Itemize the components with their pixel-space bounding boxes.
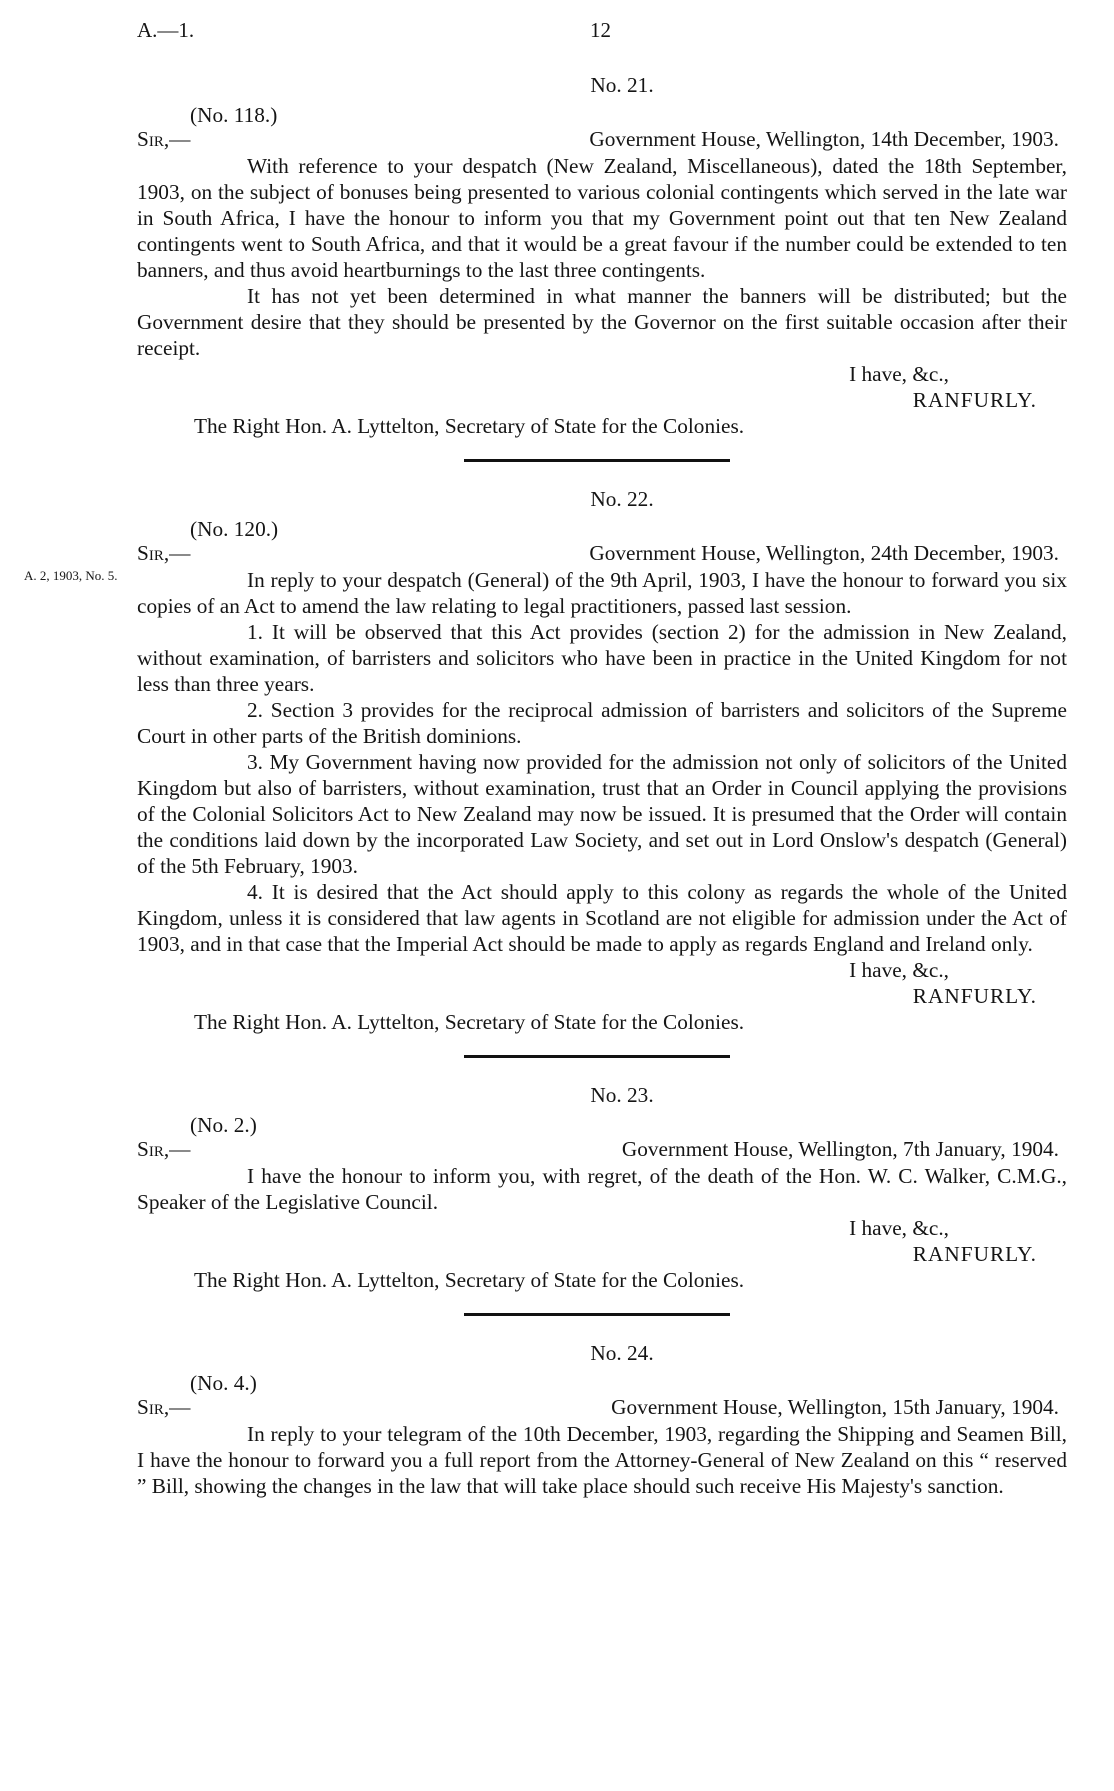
margin-note: A. 2, 1903, No. 5. (24, 568, 118, 583)
despatch-reference: (No. 120.) (190, 517, 279, 541)
closing: I have, &c., (849, 1216, 949, 1240)
section-divider (464, 1055, 730, 1058)
address-date: Government House, Wellington, 15th January, 1904. (611, 1395, 1059, 1419)
signature: RANFURLY. (912, 1242, 1037, 1266)
salutation-row (137, 1136, 1067, 1163)
addressee: The Right Hon. A. Lyttelton, Secretary of State for the Colonies. (194, 1268, 745, 1292)
section-divider (464, 459, 730, 462)
salutation-row (137, 1394, 1067, 1421)
page-header (0, 18, 1114, 48)
paragraph: In reply to your despatch (General) of the 9th April, 1903, I have the honour to forward you six copies of an Act to amend the law relating to legal practitioners, passed last session. (137, 568, 1067, 618)
signature: RANFURLY. (912, 388, 1037, 412)
despatch-no-23 (137, 1082, 1067, 1293)
addressee: The Right Hon. A. Lyttelton, Secretary of State for the Colonies. (194, 414, 745, 438)
despatch-number: No. 23. (590, 1083, 654, 1107)
series-label: A.—1. (137, 18, 195, 42)
paragraph: 2. Section 3 provides for the reciprocal admission of barristers and solicitors of the Supreme Court in other parts of the British dominions. (137, 698, 1067, 748)
paragraph: 1. It will be observed that this Act provides (section 2) for the admission in New Zealand, without examination, of barristers and solicitors who have been in practice in the United Kingdom for not less than three years. (137, 620, 1067, 696)
salutation: Sir,— (137, 1395, 191, 1419)
paragraph: 4. It is desired that the Act should apply to this colony as regards the whole of the United Kingdom, unless it is considered that law agents in Scotland are not eligible for admission under the Act of 1903, and in that case that the Imperial Act should be made to apply as regards England and Ireland only. (137, 880, 1067, 956)
address-date: Government House, Wellington, 24th December, 1903. (589, 541, 1059, 565)
paragraph: It has not yet been determined in what manner the banners will be distributed; but the Government desire that they should be presented by the Governor on the first suitable occasion after their receipt. (137, 284, 1067, 360)
despatch-reference: (No. 2.) (190, 1113, 257, 1137)
despatch-number: No. 22. (590, 487, 654, 511)
despatch-number: No. 21. (590, 73, 654, 97)
despatch-no-22 (24, 486, 1067, 1035)
despatch-number: No. 24. (590, 1341, 654, 1365)
paragraph: In reply to your telegram of the 10th December, 1903, regarding the Shipping and Seamen Bill, I have the honour to forward you a full report from the Attorney-General of New Zealand on this “ reserved ” Bill, showing the changes in the law that will take place should such receive His Majesty's sanction. (137, 1422, 1067, 1498)
salutation: Sir,— (137, 127, 191, 151)
signature: RANFURLY. (912, 984, 1037, 1008)
address-date: Government House, Wellington, 7th January, 1904. (621, 1137, 1059, 1161)
closing: I have, &c., (849, 958, 949, 982)
document-body (24, 72, 1067, 1499)
paragraph: I have the honour to inform you, with regret, of the death of the Hon. W. C. Walker, C.M.G., Speaker of the Legislative Council. (137, 1164, 1067, 1214)
salutation-row (137, 540, 1067, 567)
page-number: 12 (590, 18, 611, 42)
despatch-no-21 (137, 72, 1067, 439)
addressee: The Right Hon. A. Lyttelton, Secretary of State for the Colonies. (194, 1010, 745, 1034)
despatch-reference: (No. 4.) (190, 1371, 257, 1395)
paragraph: 3. My Government having now provided for the admission not only of solicitors of the United Kingdom but also of barristers, without examination, trust that an Order in Council applying the provisions of the Colonial Solicitors Act to New Zealand may now be issued. It is presumed that the Order will contain the conditions laid down by the incorporated Law Society, and set out in Lord Onslow's despatch (General) of the 5th February, 1903. (137, 750, 1067, 878)
salutation: Sir,— (137, 1137, 191, 1161)
despatch-reference: (No. 118.) (190, 103, 278, 127)
paragraph: With reference to your despatch (New Zealand, Miscellaneous), dated the 18th September, 1903, on the subject of bonuses being presented to various colonial contingents which served in the late war in South Africa, I have the honour to inform you that my Government point out that ten New Zealand contingents went to South Africa, and that it would be a great favour if the number could be extended to ten banners, and thus avoid heartburnings to the last three contingents. (137, 154, 1067, 282)
closing: I have, &c., (849, 362, 949, 386)
section-divider (464, 1313, 730, 1316)
salutation: Sir,— (137, 541, 191, 565)
despatch-no-24 (137, 1340, 1067, 1499)
salutation-row (137, 126, 1067, 153)
address-date: Government House, Wellington, 14th December, 1903. (589, 127, 1059, 151)
